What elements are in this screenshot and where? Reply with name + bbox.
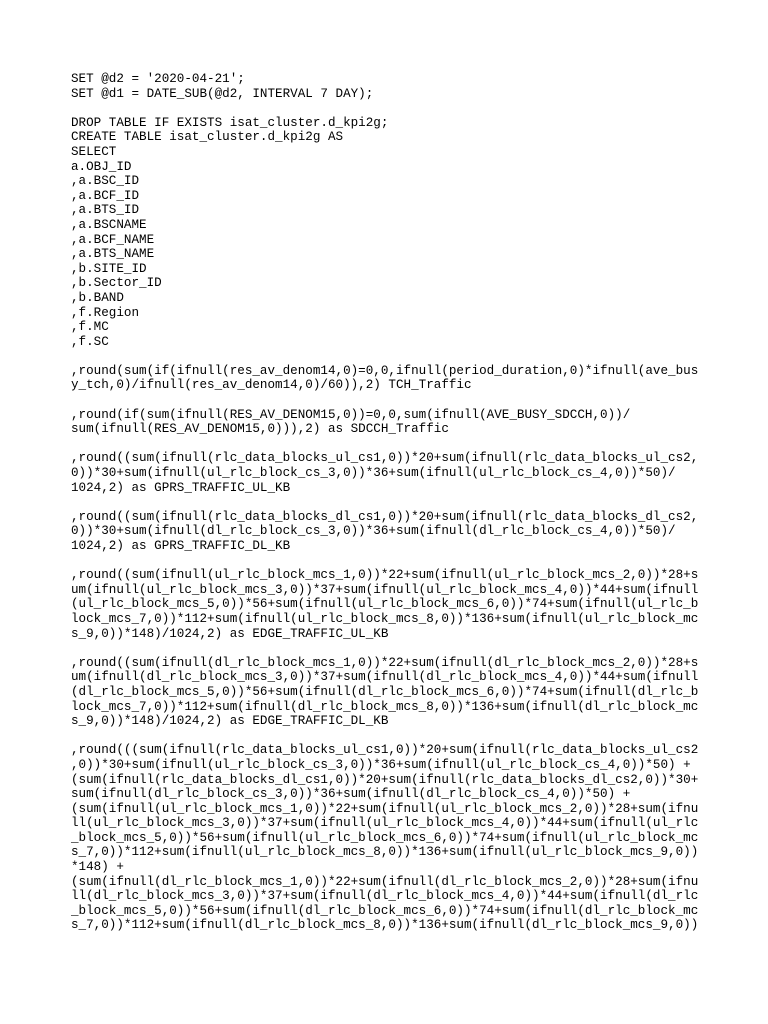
code-line: ll(dl_rlc_block_mcs_3,0))*37+sum(ifnull(dl_rlc_block_mcs_4,0))*44+sum(ifnull(dl_rlc [71, 889, 699, 904]
blank-line [71, 729, 701, 744]
code-line: um(ifnull(dl_rlc_block_mcs_3,0))*37+sum(ifnull(dl_rlc_block_mcs_4,0))*44+sum(ifnull [71, 670, 699, 685]
code-line: ,a.BCF_NAME [71, 232, 155, 247]
code-line: ,f.SC [71, 334, 109, 349]
code-line: 0))*30+sum(ifnull(ul_rlc_block_cs_3,0))*36+sum(ifnull(ul_rlc_block_cs_4,0))*50)/ [71, 466, 676, 481]
code-line: s_7,0))*112+sum(ifnull(dl_rlc_block_mcs_8,0))*136+sum(ifnull(dl_rlc_block_mcs_9,0)) [71, 918, 699, 933]
sql-block [71, 116, 701, 350]
code-line: s_9,0))*148)/1024,2) as EDGE_TRAFFIC_UL_KB [71, 626, 389, 641]
blank-line [71, 101, 701, 116]
code-line: ,a.BSCNAME [71, 217, 147, 232]
sql-block [71, 451, 701, 495]
code-line: _block_mcs_5,0))*56+sum(ifnull(dl_rlc_block_mcs_6,0))*74+sum(ifnull(dl_rlc_block_mc [71, 903, 699, 918]
code-line: 0))*30+sum(ifnull(dl_rlc_block_cs_3,0))*36+sum(ifnull(dl_rlc_block_cs_4,0))*50)/ [71, 524, 676, 539]
code-line: ,0))*30+sum(ifnull(ul_rlc_block_cs_3,0))*36+sum(ifnull(ul_rlc_block_cs_4,0))*50) + [71, 757, 691, 772]
code-line: (sum(ifnull(dl_rlc_block_mcs_1,0))*22+sum(ifnull(dl_rlc_block_mcs_2,0))*28+sum(ifnu [71, 874, 699, 889]
sql-document [71, 72, 701, 933]
code-line: 1024,2) as GPRS_TRAFFIC_DL_KB [71, 539, 291, 553]
code-line: ,round((sum(ifnull(rlc_data_blocks_dl_cs1,0))*20+sum(ifnull(rlc_data_blocks_dl_cs2, [71, 509, 699, 524]
code-line: ,a.BTS_ID [71, 203, 140, 218]
code-line: ,a.BTS_NAME [71, 247, 155, 262]
code-line: ll(ul_rlc_block_mcs_3,0))*37+sum(ifnull(ul_rlc_block_mcs_4,0))*44+sum(ifnull(ul_rlc [71, 816, 699, 831]
blank-line [71, 349, 701, 364]
code-line: ,round(((sum(ifnull(rlc_data_blocks_ul_cs1,0))*20+sum(ifnull(rlc_data_blocks_ul_cs2 [71, 743, 699, 758]
code-line: ,f.Region [71, 305, 140, 320]
code-line: ,b.Sector_ID [71, 276, 162, 291]
code-line: sum(ifnull(RES_AV_DENOM15,0))),2) as SDCCH_Traffic [71, 422, 449, 437]
code-line: ,round(sum(if(ifnull(res_av_denom14,0)=0,0,ifnull(period_duration,0)*ifnull(ave_bus [71, 363, 699, 378]
sql-block [71, 364, 701, 393]
sql-block [71, 743, 701, 933]
code-line: ,a.BCF_ID [71, 188, 140, 203]
code-line: ,f.MC [71, 320, 109, 335]
sql-block [71, 72, 701, 101]
code-line: (ul_rlc_block_mcs_5,0))*56+sum(ifnull(ul_rlc_block_mcs_6,0))*74+sum(ifnull(ul_rlc_b [71, 597, 699, 612]
code-line: s_9,0))*148)/1024,2) as EDGE_TRAFFIC_DL_KB [71, 714, 389, 729]
code-line: lock_mcs_7,0))*112+sum(ifnull(dl_rlc_block_mcs_8,0))*136+sum(ifnull(dl_rlc_block_mc [71, 699, 699, 714]
code-line: ,a.BSC_ID [71, 174, 140, 189]
code-line: ,b.BAND [71, 290, 124, 305]
blank-line [71, 437, 701, 452]
code-line: um(ifnull(ul_rlc_block_mcs_3,0))*37+sum(ifnull(ul_rlc_block_mcs_4,0))*44+sum(ifnull [71, 582, 699, 597]
code-line: SET @d1 = DATE_SUB(@d2, INTERVAL 7 DAY); [71, 86, 374, 101]
code-line: *148) + [71, 860, 124, 875]
code-line: SELECT [71, 144, 117, 159]
code-line: sum(ifnull(dl_rlc_block_cs_3,0))*36+sum(ifnull(dl_rlc_block_cs_4,0))*50) + [71, 787, 631, 802]
blank-line [71, 554, 701, 569]
sql-block [71, 568, 701, 641]
code-line: ,b.SITE_ID [71, 261, 147, 276]
code-line: s_7,0))*112+sum(ifnull(ul_rlc_block_mcs_8,0))*136+sum(ifnull(ul_rlc_block_mcs_9,0)) [71, 845, 699, 860]
code-line: ,round((sum(ifnull(ul_rlc_block_mcs_1,0))*22+sum(ifnull(ul_rlc_block_mcs_2,0))*28+s [71, 568, 699, 583]
blank-line [71, 495, 701, 510]
code-line: _block_mcs_5,0))*56+sum(ifnull(ul_rlc_block_mcs_6,0))*74+sum(ifnull(ul_rlc_block_mc [71, 830, 699, 845]
code-line: CREATE TABLE isat_cluster.d_kpi2g AS [71, 130, 344, 145]
code-line: a.OBJ_ID [71, 159, 132, 174]
code-line: y_tch,0)/ifnull(res_av_denom14,0)/60)),2) TCH_Traffic [71, 378, 472, 393]
code-line: ,round(if(sum(ifnull(RES_AV_DENOM15,0))=0,0,sum(ifnull(AVE_BUSY_SDCCH,0))/ [71, 407, 631, 422]
sql-block [71, 510, 701, 554]
code-line: ,round((sum(ifnull(rlc_data_blocks_ul_cs1,0))*20+sum(ifnull(rlc_data_blocks_ul_cs2, [71, 451, 699, 466]
blank-line [71, 393, 701, 408]
sql-block [71, 656, 701, 729]
code-line: ,round((sum(ifnull(dl_rlc_block_mcs_1,0))*22+sum(ifnull(dl_rlc_block_mcs_2,0))*28+s [71, 655, 699, 670]
code-line: (dl_rlc_block_mcs_5,0))*56+sum(ifnull(dl_rlc_block_mcs_6,0))*74+sum(ifnull(dl_rlc_b [71, 684, 699, 699]
code-line: (sum(ifnull(ul_rlc_block_mcs_1,0))*22+sum(ifnull(ul_rlc_block_mcs_2,0))*28+sum(ifnu [71, 801, 699, 816]
code-line: (sum(ifnull(rlc_data_blocks_dl_cs1,0))*20+sum(ifnull(rlc_data_blocks_dl_cs2,0))*30+ [71, 772, 699, 787]
code-line: SET @d2 = '2020-04-21'; [71, 72, 245, 86]
code-line: lock_mcs_7,0))*112+sum(ifnull(ul_rlc_block_mcs_8,0))*136+sum(ifnull(ul_rlc_block_mc [71, 611, 699, 626]
blank-line [71, 641, 701, 656]
code-line: DROP TABLE IF EXISTS isat_cluster.d_kpi2g; [71, 115, 389, 130]
code-line: 1024,2) as GPRS_TRAFFIC_UL_KB [71, 480, 291, 495]
sql-block [71, 408, 701, 437]
